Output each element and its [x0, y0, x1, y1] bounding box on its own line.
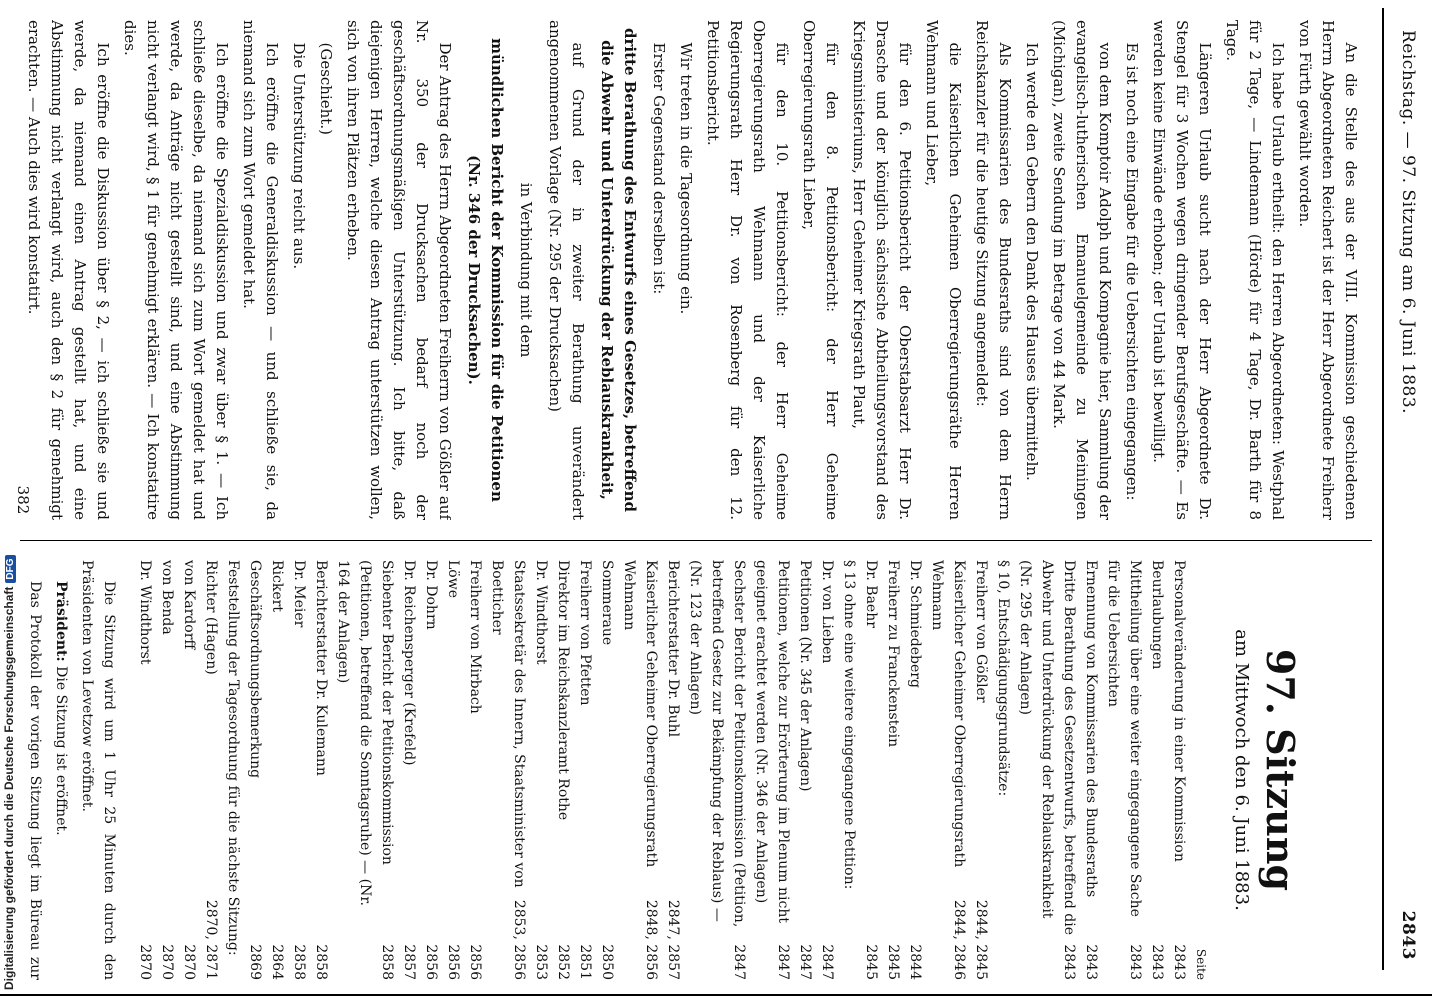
toc-entry: Petitionen (Nr. 345 der Anlagen) [797, 560, 813, 792]
paragraph: Erster Gegenstand derselben ist: [650, 42, 668, 295]
toc-entry: Kaiserlicher Geheimer Oberregierungsrath Wehmann [929, 560, 967, 868]
toc-page: 2850 [599, 944, 615, 980]
toc-row [794, 560, 816, 980]
toc-row [332, 560, 398, 980]
paragraph: Längeren Urlaub sucht nach der Herr Abgeordnete Dr. Stengel für 3 Wochen wegen dringender Berufsgeschäfte. — Es werden keine Einwände erhoben; der Urlaub ist bewilligt. [1150, 20, 1214, 520]
toc-entry: Dr. Meier [291, 560, 307, 628]
toc-page: 2848, 2856 [643, 899, 659, 980]
toc-row [926, 560, 970, 980]
toc-row [266, 560, 288, 980]
toc-row [156, 560, 178, 980]
toc-row [420, 560, 442, 980]
toc-entry: Geschäftsordnungsbemerkung [247, 560, 263, 779]
toc-row [1102, 560, 1146, 980]
toc-page: 2853, 2856 [511, 899, 527, 980]
toc-entry: Rickert [269, 560, 285, 612]
toc-entry: Dr. Baehr [863, 560, 879, 628]
toc-page: 2843 [1149, 944, 1165, 980]
agenda-title: dritte Berathung des Entwurfs eines Gesetzes, betreffend die Abwehr und Unterdrückung der Reblauskrankheit, [598, 28, 639, 512]
toc-page: 2851 [577, 944, 593, 980]
toc-page: 2856 [445, 944, 461, 980]
left-column [22, 560, 1372, 980]
paragraph: für den 8. Petitionsbericht: der Herr Geheime Oberregierungsrath Lieber, [800, 20, 841, 520]
toc-entry: Freiherr von Gößler [973, 560, 989, 703]
toc-row [860, 560, 882, 980]
toc-row [552, 560, 574, 980]
toc-entry: von Kardorff [181, 560, 197, 650]
toc-entry: Freiherr zu Franckenstein [885, 560, 901, 748]
toc-row [222, 560, 244, 980]
toc-page: 2844, 2846 [951, 899, 967, 980]
toc-entry: Dr. Schmiedeberg [907, 560, 923, 688]
toc-entry: Staatssekretär des Innern, Staatsminister von Boetticher [489, 560, 527, 888]
toc-entry: Ernennung von Kommissarien des Bundesraths [1083, 560, 1099, 898]
toc-row [1080, 560, 1102, 980]
toc-label: Seite [1194, 948, 1208, 980]
toc-page: 2847, 2857 [665, 899, 681, 980]
toc-entry: Dr. Windthorst [533, 560, 549, 665]
toc-page: 2847 [797, 944, 813, 980]
toc-row [838, 560, 860, 980]
toc-row [134, 560, 156, 980]
toc-entry: Löwe [445, 560, 461, 598]
digitization-strip [0, 0, 20, 1000]
toc-entry: Siebenter Bericht der Petitionskommission (Petitionen, betreffend die Sonntagsruhe) — (Nr. 164 der Anlagen) [335, 560, 395, 906]
toc-entry: Direktor im Reichskanzleramt Rothe [555, 560, 571, 821]
toc-entry: Feststellung der Tagesordnung für die nächste Sitzung: [225, 560, 241, 956]
toc-row [310, 560, 332, 980]
toc-row [398, 560, 420, 980]
paragraph: Es ist noch eine Eingabe für die Uebersichten eingegangen: [1123, 42, 1141, 501]
digitization-credit [2, 555, 16, 990]
paragraph: Ich eröffne die Diskussion über § 2, — ich schließe sie und werde, da niemand einen Antrag gestellt hat, und eine Abstimmung nicht verlangt wird, auch den § 2 für genehmigt erachten. — Auch dies wird konstatirt. [25, 20, 112, 520]
toc-page: 2856 [423, 944, 439, 980]
paragraph: Ich werde den Gebern den Dank des Hauses übermitteln. [1023, 42, 1041, 481]
toc-page: 2870, 2871 [203, 899, 219, 980]
paragraph: Ich eröffne die Spezialdiskussion und zwar über § 1. — Ich schließe dieselbe, da niemand sich zum Wort gemeldet hat und werde, da Anträge nicht gestellt sind, und eine Abstimmung nicht verlangt wird, § 1 für genehmigt erklären. — Ich konstatire dies. [121, 20, 231, 520]
toc-entry: Petitionen, welche zur Erörterung im Plenum nicht geeignet erachtet werden (Nr. 346 der Anlagen) [753, 560, 791, 924]
toc-page: 2843 [1127, 944, 1143, 980]
paragraph: Der Antrag des Herrn Abgeordneten Freiherrn von Gößler auf Nr. 350 der Drucksachen bedarf noch der geschäftsordnungsmäßigen Unterstützung. Ich bitte, daß diejenigen Herren, welche diesen Antrag unterstützen wollen, sich von ihren Plätzen erheben. [344, 20, 454, 520]
toc-row [750, 560, 794, 980]
toc-page: 2864 [269, 944, 285, 980]
right-column-paragraphs [647, 20, 1362, 520]
toc-page: 2852 [555, 944, 571, 980]
toc-page: 2844 [907, 944, 923, 980]
toc-entry: Freiherr von Pfetten [577, 560, 593, 706]
toc-entry: Sommeraue [599, 560, 615, 646]
president-text: Die Sitzung ist eröffnet. [53, 666, 69, 836]
toc-row [992, 560, 1014, 980]
toc-row [530, 560, 552, 980]
paragraph: (Geschieht.) [317, 42, 335, 135]
toc-page: 2843 [1171, 944, 1187, 980]
toc-entry: Sechster Bericht der Petitionskommission (Petition, betreffend Gesetz zur Bekämpfung der Reblaus) — (Nr. 123 der Anlagen) [687, 560, 747, 928]
toc-entry: Dr. Reichensperger (Krefeld) [401, 560, 417, 766]
page-number: 382 [14, 485, 32, 515]
toc-row [178, 560, 200, 980]
toc-page: 2857 [401, 944, 417, 980]
toc-entry: Richter (Hagen) [203, 560, 219, 675]
toc-entry: § 10, Entschädigungsgrundsätze: [995, 560, 1011, 797]
toc-row [596, 560, 618, 980]
toc-row [244, 560, 266, 980]
running-head-title: Reichstag. — 97. Sitzung am 6. Juni 1883. [1398, 30, 1418, 415]
agenda-connection: in Verbindung mit dem [517, 182, 535, 358]
opening-text: Die Sitzung wird um 1 Uhr 25 Minuten durch den Präsidenten von Levetzow eröffnet. [79, 560, 117, 980]
toc-row [574, 560, 596, 980]
toc-entry: Dritte Berathung des Gesetzentwurfs, betreffend die Abwehr und Unterdrückung der Reblauskrankheit (Nr. 295 der Anlagen) [1017, 560, 1077, 936]
toc-row [288, 560, 310, 980]
table-of-contents [134, 560, 1190, 980]
digitization-credit-text: Digitalisierung gefördert durch die Deutsche Forschungsgemeinschaft [2, 586, 16, 990]
president-label: Präsident: [53, 581, 69, 662]
toc-page: 2853 [533, 944, 549, 980]
page-edge-rule [0, 994, 1432, 996]
toc-row [200, 560, 222, 980]
running-head-page: 2843 [1398, 910, 1418, 960]
toc-entry: Personalveränderung in einer Kommission [1171, 560, 1187, 862]
toc-entry: Beurlaubungen [1149, 560, 1165, 670]
toc-row [816, 560, 838, 980]
toc-entry: Dr. Windthorst [137, 560, 153, 665]
toc-row [1146, 560, 1168, 980]
toc-row [1014, 560, 1080, 980]
toc-page: 2843 [1061, 944, 1077, 980]
top-rule [1382, 8, 1384, 970]
toc-page: 2870 [137, 944, 153, 980]
toc-page: 2869 [247, 944, 263, 980]
toc-page: 2845 [863, 944, 879, 980]
toc-row [618, 560, 662, 980]
toc-page: 2844, 2845 [973, 899, 989, 980]
toc-entry: Freiherr von Mirbach [467, 560, 483, 714]
protocol-text: Das Protokoll der vorigen Sitzung liegt im Büreau zur [27, 581, 43, 980]
toc-page: 2870 [159, 944, 175, 980]
toc-row [882, 560, 904, 980]
dfg-logo: DFG [5, 555, 16, 582]
toc-entry: Berichterstatter Dr. Buhl [665, 560, 681, 738]
toc-entry: Mittheilung über eine weiter eingegangene Sache für die Uebersichten [1105, 560, 1143, 917]
paragraph: Die Unterstützung reicht aus. [290, 42, 308, 270]
toc-page: 2847 [731, 944, 747, 980]
paragraph: für den 10. Petitionsbericht: der Herr Geheime Oberregierungsrath Wehmann und der Kaiserliche Regierungsrath Herr Dr. von Rosenberg für den 12. Petitionsbericht. [704, 20, 791, 520]
toc-row [662, 560, 684, 980]
toc-page: 2847 [775, 944, 791, 980]
toc-row [970, 560, 992, 980]
toc-row [442, 560, 464, 980]
toc-entry: von Benda [159, 560, 175, 635]
agenda-paragraphs [22, 20, 456, 520]
toc-entry: Kaiserlicher Geheimer Oberregierungsrath Wehmann [621, 560, 659, 868]
toc-row [486, 560, 530, 980]
paragraph: für den 6. Petitionsbericht der Oberstabsarzt Herr Dr. Drasche und der königlich sächsische Abtheilungsvorstand des Kriegsministeriums, Herr Geheimer Kriegsrath Plaut, [850, 20, 914, 520]
toc-row [464, 560, 486, 980]
toc-page: 2843 [1083, 944, 1099, 980]
paragraph: Ich habe Urlaub ertheilt: den Herren Abgeordneten: Westphal für 2 Tage, — Lindemann (Hörde) für 4 Tage, Dr. Barth für 8 Tage. [1223, 20, 1287, 520]
toc-page: 2847 [819, 944, 835, 980]
toc-page: 2845 [885, 944, 901, 980]
column-rule [20, 540, 1372, 541]
paragraph: Als Kommissarien des Bundesraths sind von dem Herrn Reichskanzler für die heutige Sitzung angemeldet: [973, 20, 1014, 520]
running-head [1388, 30, 1418, 960]
toc-page: 2858 [313, 944, 329, 980]
paragraph: An die Stelle des aus der VIII. Kommission geschiedenen Herrn Abgeordneten Reichert ist der Herr Abgeordnete Freiherr von Fürth gewählt worden. [1296, 20, 1360, 520]
paragraph: Wir treten in die Tagesordnung ein. [677, 42, 695, 315]
toc-row [904, 560, 926, 980]
paragraph: von dem Komptoir Adolph und Kompagnie hier, Sammlung der evangelisch-lutherischen Emanuelgemeinde zu Meiningen (Michigan), zweite Sendung im Betrage von 44 Mark. [1050, 20, 1114, 520]
toc-entry: Dr. Dohrn [423, 560, 439, 630]
toc-page: 2858 [291, 944, 307, 980]
toc-page: 2870 [181, 944, 197, 980]
toc-page: 2856 [467, 944, 483, 980]
toc-row [684, 560, 750, 980]
agenda-text: auf Grund der in zweiter Berathung unverändert angenommenen Vorlage (Nr. 295 der Drucksachen) [546, 20, 587, 520]
president-line [50, 560, 72, 980]
toc-entry: § 13 ohne eine weitere eingegangene Petition: [841, 560, 857, 890]
session-number: 97. Sitzung [1258, 648, 1303, 892]
session-date: am Mittwoch den 6. Juni 1883. [1231, 629, 1252, 911]
toc-row [1168, 560, 1190, 980]
paragraph: die Kaiserlichen Geheimen Oberregierungsräthe Herren Wehmann und Lieber, [923, 20, 964, 520]
toc-entry: Berichterstatter Dr. Kulemann [313, 560, 329, 776]
right-column [22, 20, 1362, 520]
toc-page: 2858 [379, 944, 395, 980]
paragraph: Ich eröffne die Generaldiskussion — und schließe sie, da niemand sich zum Wort gemeldet hat. [240, 20, 281, 520]
toc-entry: Dr. von Lieben [819, 560, 835, 664]
agenda-report: mündlichen Bericht der Kommission für die Petitionen (Nr. 346 der Drucksachen). [465, 38, 506, 502]
